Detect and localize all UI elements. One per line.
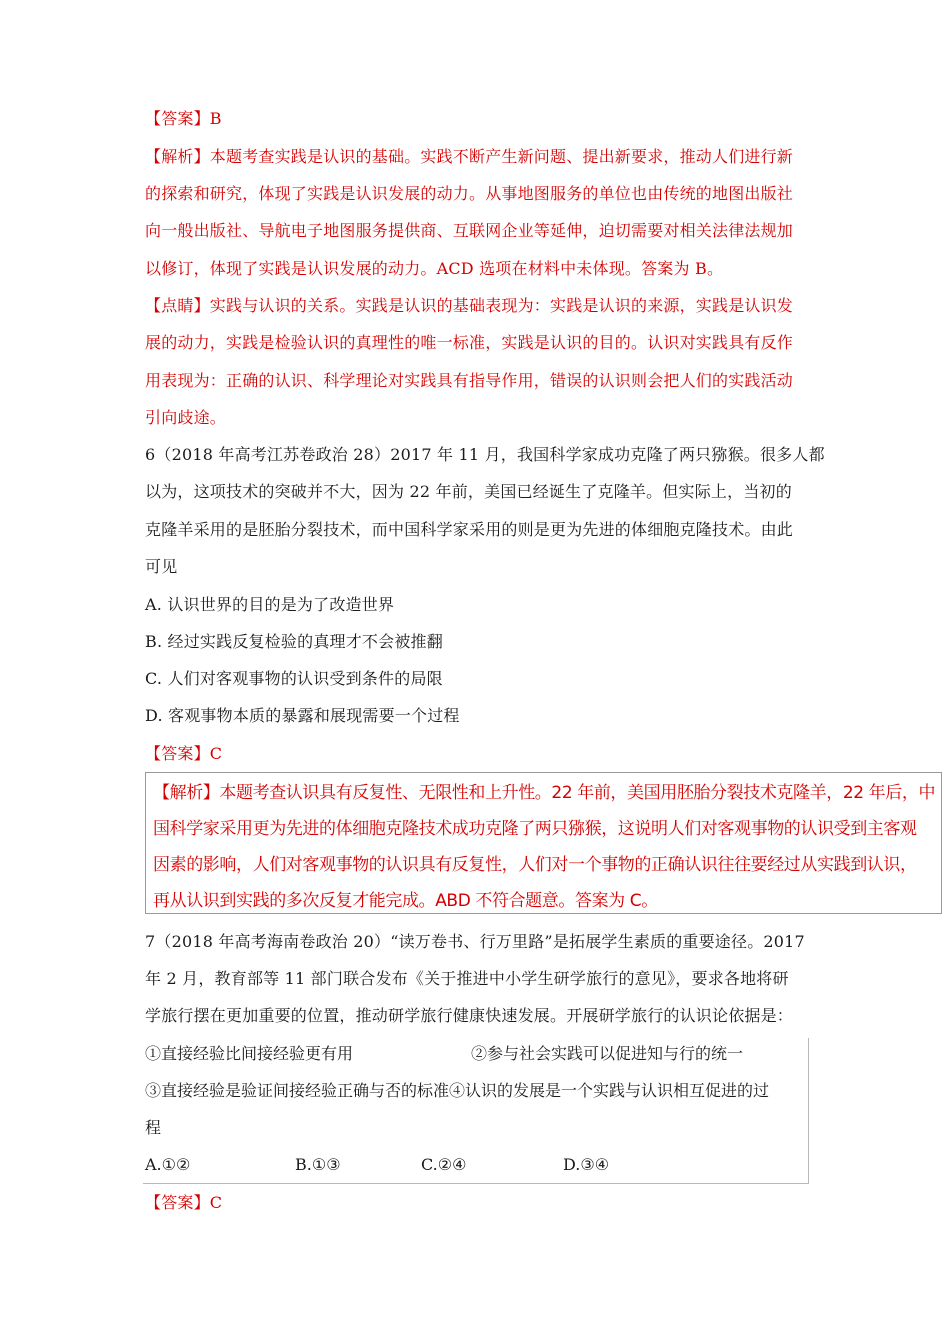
q7-stem-line-1: 7（2018 年高考海南卷政治 20）“读万卷书、行万里路”是拓展学生素质的重要途径。2017 xyxy=(145,932,805,951)
q7-stem-line-3: 学旅行摆在更加重要的位置，推动研学旅行健康快速发展。开展研学旅行的认识论依据是： xyxy=(145,1006,794,1025)
q6-analysis-line-3: 因素的影响，人们对客观事物的认识具有反复性，人们对一个事物的正确认识往往要经过从实践到认识， xyxy=(153,855,917,875)
q6-analysis-line-1: 【解析】本题考查认识具有反复性、无限性和上升性。22 年前，美国用胚胎分裂技术克隆羊，22 年后，中 xyxy=(153,783,936,803)
q6-stem-line-4: 可见 xyxy=(145,557,178,576)
q7-statement-3-4: ③直接经验是验证间接经验正确与否的标准④认识的发展是一个实践与认识相互促进的过 xyxy=(145,1081,770,1100)
q5-answer: 【答案】B xyxy=(145,109,222,128)
q5-analysis-line-4: 以修订，体现了实践是认识发展的动力。ACD 选项在材料中未体现。答案为 B。 xyxy=(145,259,724,278)
q7-choice-a: A.①② xyxy=(145,1155,191,1174)
q6-option-a: A. 认识世界的目的是为了改造世界 xyxy=(145,595,395,614)
q6-stem-line-1: 6（2018 年高考江苏卷政治 28）2017 年 11 月，我国科学家成功克隆了两只猕猴。很多人都 xyxy=(145,445,825,464)
q7-answer: 【答案】C xyxy=(145,1193,223,1212)
q5-comment-line-1: 【点睛】实践与认识的关系。实践是认识的基础表现为：实践是认识的来源，实践是认识发 xyxy=(145,296,794,315)
q6-option-c: C. 人们对客观事物的认识受到条件的局限 xyxy=(145,669,443,688)
q5-analysis-line-2: 的探索和研究，体现了实践是认识发展的动力。从事地图服务的单位也由传统的地图出版社 xyxy=(145,184,794,203)
q6-analysis-line-4: 再从认识到实践的多次反复才能完成。ABD 不符合题意。答案为 C。 xyxy=(153,891,658,911)
q7-choice-box xyxy=(143,1038,809,1184)
q5-comment-line-4: 引向歧途。 xyxy=(145,408,227,427)
q7-statement-continuation: 程 xyxy=(145,1118,162,1137)
q5-comment-line-3: 用表现为：正确的认识、科学理论对实践具有指导作用，错误的认识则会把人们的实践活动 xyxy=(145,371,794,390)
q6-option-d: D. 客观事物本质的暴露和展现需要一个过程 xyxy=(145,706,460,725)
q6-analysis-box xyxy=(145,772,942,914)
q6-option-b: B. 经过实践反复检验的真理才不会被推翻 xyxy=(145,632,443,651)
q6-stem-line-3: 克隆羊采用的是胚胎分裂技术，而中国科学家采用的则是更为先进的体细胞克隆技术。由此 xyxy=(145,520,794,539)
q5-analysis-line-1: 【解析】本题考查实践是认识的基础。实践不断产生新问题、提出新要求，推动人们进行新 xyxy=(145,147,794,166)
q7-choice-d: D.③④ xyxy=(563,1155,610,1174)
q7-choice-c: C.②④ xyxy=(421,1155,467,1174)
q5-analysis-line-3: 向一般出版社、导航电子地图服务提供商、互联网企业等延伸，迫切需要对相关法律法规加 xyxy=(145,221,794,240)
q6-analysis-line-2: 国科学家采用更为先进的体细胞克隆技术成功克隆了两只猕猴，这说明人们对客观事物的认识受到主客观 xyxy=(153,819,917,839)
q7-choice-b: B.①③ xyxy=(295,1155,341,1174)
q6-stem-line-2: 以为，这项技术的突破并不大，因为 22 年前，美国已经诞生了克隆羊。但实际上，当初的 xyxy=(145,482,792,501)
q7-statement-2: ②参与社会实践可以促进知与行的统一 xyxy=(471,1044,744,1063)
q5-comment-line-2: 展的动力，实践是检验认识的真理性的唯一标准，实践是认识的目的。认识对实践具有反作 xyxy=(145,333,794,352)
q7-stem-line-2: 年 2 月，教育部等 11 部门联合发布《关于推进中小学生研学旅行的意见》，要求各地将研 xyxy=(145,969,789,988)
q7-statement-1: ①直接经验比间接经验更有用 xyxy=(145,1044,354,1063)
q6-answer: 【答案】C xyxy=(145,744,223,763)
